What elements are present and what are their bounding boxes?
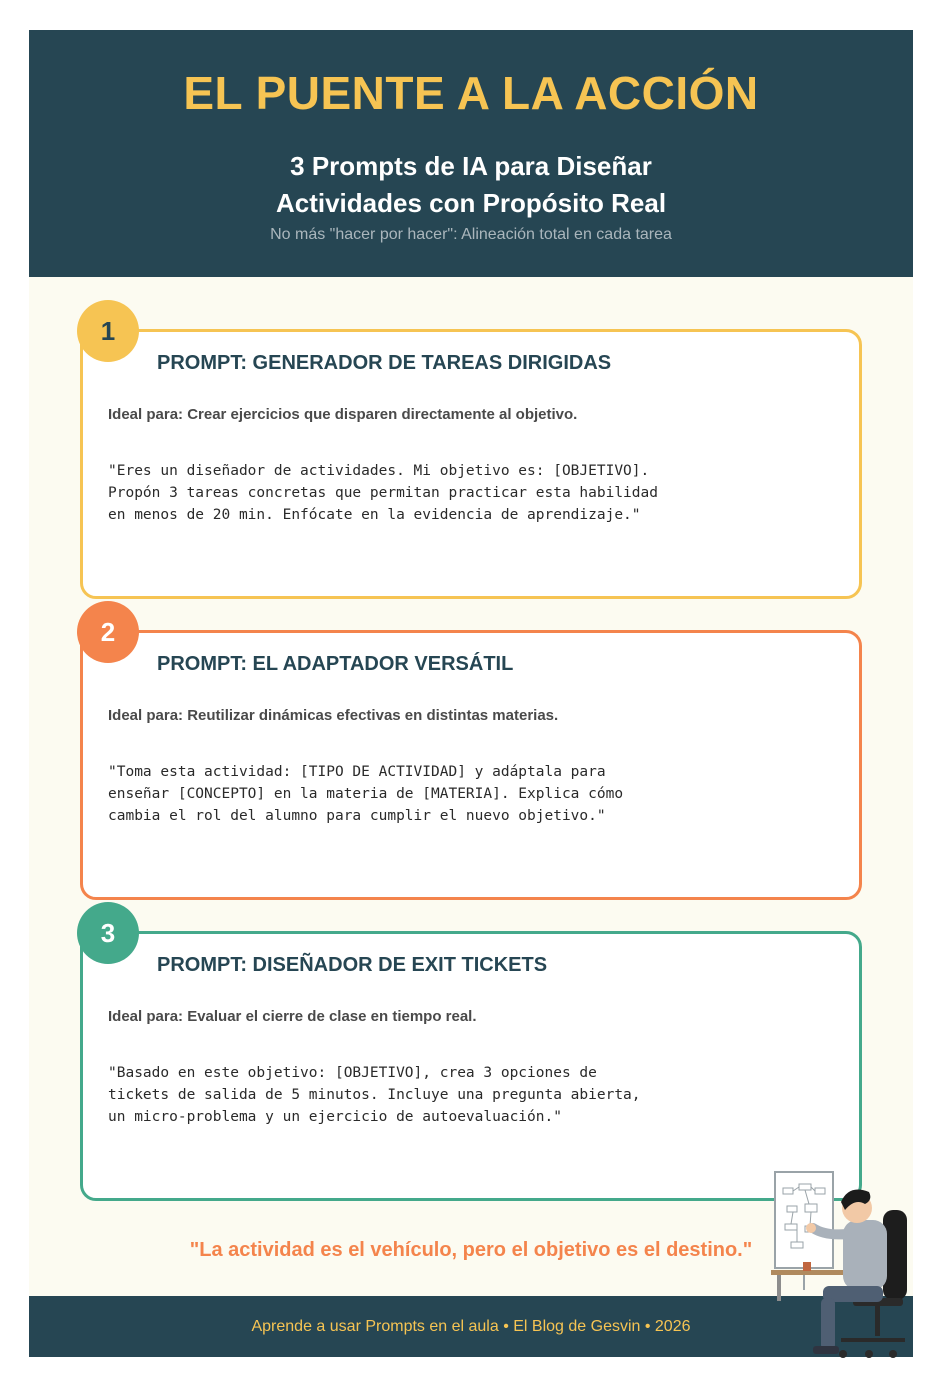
person-at-whiteboard-illustration [765,1170,915,1360]
page-title: EL PUENTE A LA ACCIÓN [183,67,759,119]
card-ideal-for: Ideal para: Crear ejercicios que disparen directamente al objetivo. [108,406,578,423]
tagline: No más "hacer por hacer": Alineación total en cada tarea [270,226,672,243]
subtitle-line-2: Actividades con Propósito Real [275,188,667,218]
card-prompt-text: "Toma esta actividad: [TIPO DE ACTIVIDAD] y adáptala para enseñar [CONCEPTO] en la materia de [MATERIA]. Explica cómo cambia el rol del alumno para cumplir el nuevo objetivo." [108,764,624,824]
page-subtitle [29,148,913,222]
number-badge-3: 3 [77,902,139,964]
prompt-card-1 [80,329,862,599]
closing-quote: "La actividad es el vehículo, pero el objetivo es el destino." [189,1239,753,1261]
card-prompt-text: "Eres un diseñador de actividades. Mi objetivo es: [OBJETIVO]. Propón 3 tareas concretas que permitan practicar esta habilidad en menos de 20 min. Enfócate en la evidencia de aprendizaje." [108,463,658,523]
prompt-card-2 [80,630,862,900]
number-badge-1: 1 [77,300,139,362]
prompt-card-3 [80,931,862,1201]
card-title: PROMPT: DISEÑADOR DE EXIT TICKETS [157,954,548,976]
card-title: PROMPT: GENERADOR DE TAREAS DIRIGIDAS [157,352,612,374]
header-banner [29,30,913,277]
number-badge-2: 2 [77,601,139,663]
infographic-page [29,30,913,1357]
card-title: PROMPT: EL ADAPTADOR VERSÁTIL [157,653,514,675]
card-prompt-text: "Basado en este objetivo: [OBJETIVO], crea 3 opciones de tickets de salida de 5 minutos. Incluye una pregunta abierta, un micro-problema y un ejercicio de autoevaluación." [108,1065,641,1125]
card-ideal-for: Ideal para: Reutilizar dinámicas efectivas en distintas materias. [108,707,559,724]
subtitle-line-1: 3 Prompts de IA para Diseñar [290,151,652,181]
card-ideal-for: Ideal para: Evaluar el cierre de clase en tiempo real. [108,1008,477,1025]
footer-bar: Aprende a usar Prompts en el aula • El Blog de Gesvin • 2026 [29,1296,913,1357]
